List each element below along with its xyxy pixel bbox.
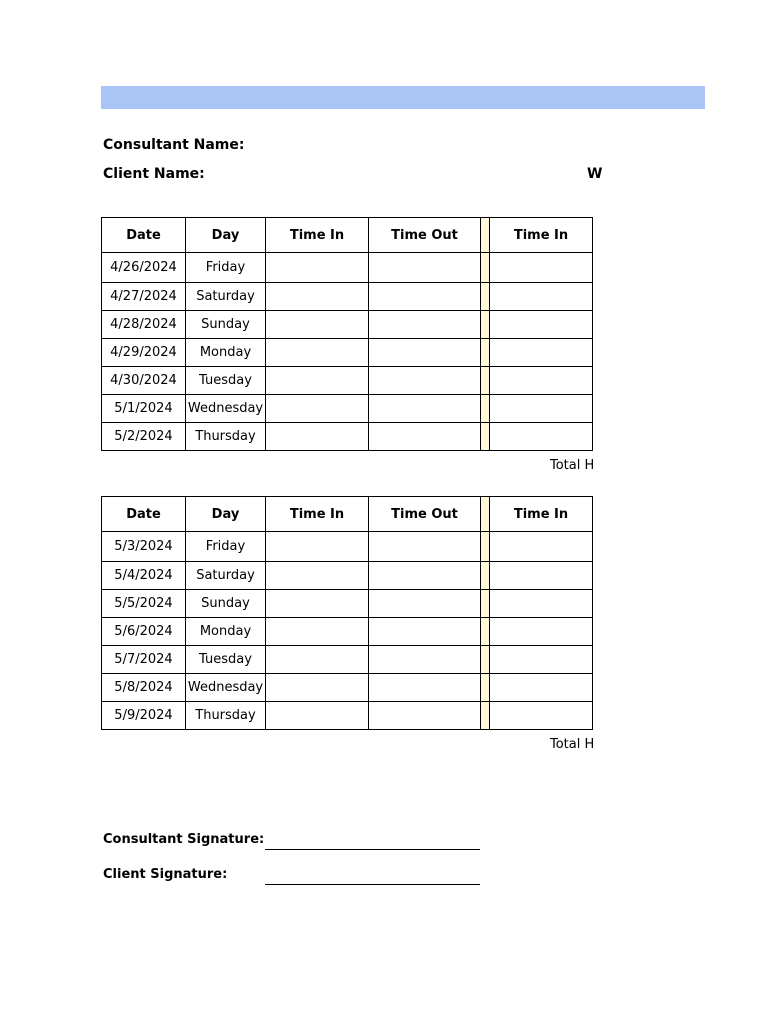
time-in-cell[interactable] — [266, 562, 369, 590]
day-cell: Saturday — [186, 283, 266, 311]
table-row — [102, 311, 593, 339]
week-2-total-hours-label: Total H — [550, 737, 595, 752]
time-in-2-cell[interactable] — [490, 562, 593, 590]
table-row — [102, 367, 593, 395]
separator-cell — [481, 339, 490, 367]
time-in-2-column-header: Time In — [490, 497, 593, 532]
date-cell: 5/3/2024 — [102, 532, 186, 562]
table-row — [102, 674, 593, 702]
day-cell: Tuesday — [186, 367, 266, 395]
time-out-cell[interactable] — [369, 339, 481, 367]
time-in-cell[interactable] — [266, 283, 369, 311]
time-out-cell[interactable] — [369, 590, 481, 618]
day-cell: Thursday — [186, 702, 266, 730]
separator-cell — [481, 562, 490, 590]
separator-cell — [481, 532, 490, 562]
table-row — [102, 562, 593, 590]
time-out-cell[interactable] — [369, 532, 481, 562]
day-cell: Wednesday — [186, 674, 266, 702]
separator-cell — [481, 702, 490, 730]
time-in-2-cell[interactable] — [490, 367, 593, 395]
time-in-2-cell[interactable] — [490, 674, 593, 702]
day-cell: Thursday — [186, 423, 266, 451]
time-out-cell[interactable] — [369, 562, 481, 590]
separator-cell — [481, 674, 490, 702]
day-cell: Wednesday — [186, 395, 266, 423]
time-in-2-cell[interactable] — [490, 532, 593, 562]
client-signature-line[interactable] — [265, 884, 480, 885]
separator-cell — [481, 590, 490, 618]
time-in-cell[interactable] — [266, 646, 369, 674]
table-row — [102, 590, 593, 618]
time-in-2-cell[interactable] — [490, 618, 593, 646]
date-cell: 5/2/2024 — [102, 423, 186, 451]
truncated-header-letter: W — [587, 166, 603, 182]
time-in-2-cell[interactable] — [490, 423, 593, 451]
time-in-cell[interactable] — [266, 395, 369, 423]
time-out-cell[interactable] — [369, 423, 481, 451]
time-in-column-header: Time In — [266, 218, 369, 253]
time-in-cell[interactable] — [266, 618, 369, 646]
separator-cell — [481, 283, 490, 311]
date-column-header: Date — [102, 218, 186, 253]
table-row — [102, 339, 593, 367]
time-in-cell[interactable] — [266, 532, 369, 562]
day-cell: Friday — [186, 253, 266, 283]
date-cell: 5/4/2024 — [102, 562, 186, 590]
consultant-signature-line[interactable] — [265, 849, 480, 850]
separator-cell — [481, 423, 490, 451]
date-cell: 5/7/2024 — [102, 646, 186, 674]
date-cell: 5/9/2024 — [102, 702, 186, 730]
table-row — [102, 423, 593, 451]
client-name-label: Client Name: — [103, 166, 205, 182]
time-in-cell[interactable] — [266, 590, 369, 618]
time-in-cell[interactable] — [266, 367, 369, 395]
time-in-column-header: Time In — [266, 497, 369, 532]
time-out-column-header: Time Out — [369, 218, 481, 253]
date-column-header: Date — [102, 497, 186, 532]
time-in-cell[interactable] — [266, 339, 369, 367]
time-out-cell[interactable] — [369, 367, 481, 395]
time-out-cell[interactable] — [369, 395, 481, 423]
table-row — [102, 646, 593, 674]
separator-cell — [481, 311, 490, 339]
time-out-cell[interactable] — [369, 618, 481, 646]
day-cell: Tuesday — [186, 646, 266, 674]
day-cell: Saturday — [186, 562, 266, 590]
time-in-2-column-header: Time In — [490, 218, 593, 253]
time-in-2-cell[interactable] — [490, 253, 593, 283]
table-header-row — [102, 497, 593, 532]
day-column-header: Day — [186, 497, 266, 532]
date-cell: 4/30/2024 — [102, 367, 186, 395]
time-out-cell[interactable] — [369, 311, 481, 339]
table-row — [102, 702, 593, 730]
date-cell: 4/26/2024 — [102, 253, 186, 283]
day-cell: Sunday — [186, 311, 266, 339]
column-separator — [481, 218, 490, 253]
date-cell: 5/6/2024 — [102, 618, 186, 646]
table-row — [102, 253, 593, 283]
date-cell: 5/1/2024 — [102, 395, 186, 423]
time-out-cell[interactable] — [369, 674, 481, 702]
column-separator — [481, 497, 490, 532]
separator-cell — [481, 395, 490, 423]
separator-cell — [481, 618, 490, 646]
day-cell: Sunday — [186, 590, 266, 618]
time-in-cell[interactable] — [266, 311, 369, 339]
time-in-cell[interactable] — [266, 702, 369, 730]
time-in-2-cell[interactable] — [490, 311, 593, 339]
day-column-header: Day — [186, 218, 266, 253]
time-out-cell[interactable] — [369, 646, 481, 674]
time-in-cell[interactable] — [266, 674, 369, 702]
consultant-name-label: Consultant Name: — [103, 137, 245, 153]
time-in-cell[interactable] — [266, 423, 369, 451]
time-in-2-cell[interactable] — [490, 590, 593, 618]
table-row — [102, 532, 593, 562]
date-cell: 5/8/2024 — [102, 674, 186, 702]
date-cell: 4/29/2024 — [102, 339, 186, 367]
time-in-2-cell[interactable] — [490, 646, 593, 674]
table-row — [102, 395, 593, 423]
date-cell: 4/28/2024 — [102, 311, 186, 339]
day-cell: Friday — [186, 532, 266, 562]
consultant-signature-label: Consultant Signature: — [103, 832, 265, 847]
day-cell: Monday — [186, 618, 266, 646]
date-cell: 4/27/2024 — [102, 283, 186, 311]
date-cell: 5/5/2024 — [102, 590, 186, 618]
week-2-timesheet-table — [101, 496, 593, 730]
table-row — [102, 618, 593, 646]
time-out-column-header: Time Out — [369, 497, 481, 532]
day-cell: Monday — [186, 339, 266, 367]
time-in-2-cell[interactable] — [490, 702, 593, 730]
client-signature-label: Client Signature: — [103, 867, 228, 882]
table-row — [102, 283, 593, 311]
time-out-cell[interactable] — [369, 253, 481, 283]
title-bar — [101, 86, 705, 109]
separator-cell — [481, 367, 490, 395]
separator-cell — [481, 253, 490, 283]
separator-cell — [481, 646, 490, 674]
time-in-2-cell[interactable] — [490, 283, 593, 311]
table-header-row — [102, 218, 593, 253]
time-in-2-cell[interactable] — [490, 339, 593, 367]
time-out-cell[interactable] — [369, 283, 481, 311]
week-1-total-hours-label: Total H — [550, 458, 595, 473]
time-in-2-cell[interactable] — [490, 395, 593, 423]
time-out-cell[interactable] — [369, 702, 481, 730]
time-in-cell[interactable] — [266, 253, 369, 283]
week-1-timesheet-table — [101, 217, 593, 451]
